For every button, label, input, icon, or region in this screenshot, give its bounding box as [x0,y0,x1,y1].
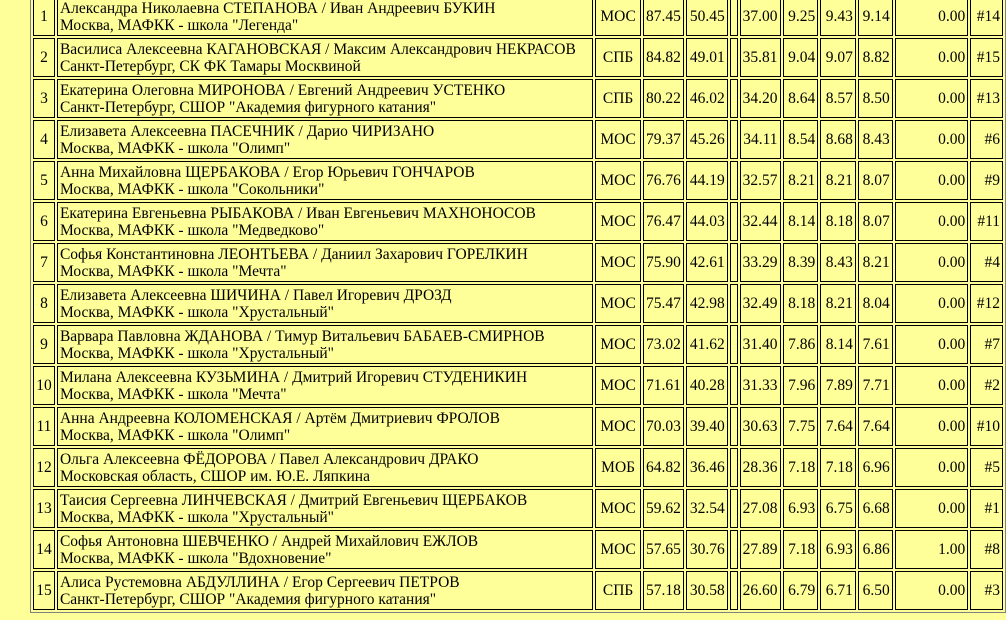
nation-cell: СПБ [595,571,641,610]
table-row [33,448,1003,487]
component-1-cell: 8.14 [783,202,819,241]
deductions-cell: 0.00 [895,202,969,241]
component-2-cell: 8.21 [820,284,856,323]
component-3-cell: 6.50 [858,571,893,610]
skaters-cell [57,284,593,323]
total-segment-score-cell: 73.02 [643,325,684,364]
place-cell: 9 [33,325,55,364]
technical-score-cell: 30.76 [686,530,728,569]
spacer-cell [730,489,738,528]
technical-score-cell: 30.58 [686,571,728,610]
place-cell: 1 [33,0,55,36]
nation-cell: МОС [595,530,641,569]
nation-cell: МОС [595,202,641,241]
club-name: Москва, МАФКК - школа "Медведково" [59,221,325,239]
technical-score-cell: 44.03 [686,202,728,241]
team-names: Милана Алексеевна КУЗЬМИНА / Дмитрий Игоревич СТУДЕНИКИН [59,368,528,386]
start-number-cell: #12 [970,284,1003,323]
place-cell: 10 [33,366,55,405]
start-number-cell: #11 [970,202,1003,241]
total-segment-score-cell: 75.90 [643,243,684,282]
program-components-cell: 31.33 [740,366,781,405]
results-body [33,0,1003,610]
deductions-cell: 0.00 [895,284,969,323]
total-segment-score-cell: 79.37 [643,120,684,159]
deductions-cell: 0.00 [895,571,969,610]
skaters-cell [57,79,593,118]
team-names: Таисия Сергеевна ЛИНЧЕВСКАЯ / Дмитрий Евгеньевич ЩЕРБАКОВ [59,491,528,509]
nation-cell: МОС [595,0,641,36]
component-2-cell: 8.18 [820,202,856,241]
club-name: Москва, МАФКК - школа "Хрустальный" [59,508,334,526]
component-1-cell: 7.18 [783,530,819,569]
skaters-cell [57,530,593,569]
place-cell: 13 [33,489,55,528]
technical-score-cell: 36.46 [686,448,728,487]
deductions-cell: 0.00 [895,38,969,77]
technical-score-cell: 42.98 [686,284,728,323]
component-1-cell: 7.75 [783,407,819,446]
start-number-cell: #15 [970,38,1003,77]
skaters-cell [57,366,593,405]
spacer-cell [730,448,738,487]
total-segment-score-cell: 76.76 [643,161,684,200]
nation-cell: МОС [595,243,641,282]
total-segment-score-cell: 64.82 [643,448,684,487]
component-2-cell: 8.43 [820,243,856,282]
program-components-cell: 37.00 [740,0,781,36]
total-segment-score-cell: 57.18 [643,571,684,610]
place-cell: 4 [33,120,55,159]
spacer-cell [730,571,738,610]
technical-score-cell: 39.40 [686,407,728,446]
component-1-cell: 6.93 [783,489,819,528]
table-row [33,530,1003,569]
club-name: Московская область, СШОР им. Ю.Е. Ляпкина [59,467,370,485]
place-cell: 15 [33,571,55,610]
component-3-cell: 8.43 [858,120,893,159]
deductions-cell: 0.00 [895,448,969,487]
team-names: Софья Антоновна ШЕВЧЕНКО / Андрей Михайлович ЕЖЛОВ [59,532,479,550]
component-2-cell: 7.18 [820,448,856,487]
place-cell: 7 [33,243,55,282]
component-1-cell: 8.64 [783,79,819,118]
table-row [33,120,1003,159]
total-segment-score-cell: 87.45 [643,0,684,36]
total-segment-score-cell: 59.62 [643,489,684,528]
component-2-cell: 7.64 [820,407,856,446]
total-segment-score-cell: 75.47 [643,284,684,323]
place-cell: 11 [33,407,55,446]
table-row [33,79,1003,118]
component-1-cell: 8.21 [783,161,819,200]
spacer-cell [730,325,738,364]
component-1-cell: 9.04 [783,38,819,77]
start-number-cell: #10 [970,407,1003,446]
component-3-cell: 8.07 [858,202,893,241]
nation-cell: МОС [595,407,641,446]
program-components-cell: 27.08 [740,489,781,528]
team-names: Елизавета Алексеевна ПАСЕЧНИК / Дарио ЧИРИЗАНО [59,122,435,140]
deductions-cell: 0.00 [895,489,969,528]
table-row [33,366,1003,405]
club-name: Москва, МАФКК - школа "Вдохновение" [59,549,332,567]
nation-cell: МОС [595,284,641,323]
skaters-cell [57,448,593,487]
component-2-cell: 6.93 [820,530,856,569]
team-names: Анна Михайловна ЩЕРБАКОВА / Егор Юрьевич ГОНЧАРОВ [59,163,475,181]
component-3-cell: 8.04 [858,284,893,323]
skaters-cell [57,202,593,241]
component-1-cell: 7.96 [783,366,819,405]
table-row [33,38,1003,77]
technical-score-cell: 44.19 [686,161,728,200]
technical-score-cell: 42.61 [686,243,728,282]
total-segment-score-cell: 84.82 [643,38,684,77]
component-2-cell: 8.14 [820,325,856,364]
skaters-cell [57,571,593,610]
total-segment-score-cell: 76.47 [643,202,684,241]
skaters-cell [57,0,593,36]
program-components-cell: 32.44 [740,202,781,241]
club-name: Санкт-Петербург, СШОР "Академия фигурного катания" [59,590,437,608]
nation-cell: СПБ [595,38,641,77]
component-1-cell: 8.39 [783,243,819,282]
component-2-cell: 6.75 [820,489,856,528]
component-3-cell: 8.07 [858,161,893,200]
club-name: Москва, МАФКК - школа "Олимп" [59,426,291,444]
technical-score-cell: 49.01 [686,38,728,77]
nation-cell: СПБ [595,79,641,118]
deductions-cell: 0.00 [895,325,969,364]
team-names: Александра Николаевна СТЕПАНОВА / Иван Андреевич БУКИН [59,0,496,17]
technical-score-cell: 45.26 [686,120,728,159]
component-1-cell: 7.86 [783,325,819,364]
component-3-cell: 6.86 [858,530,893,569]
club-name: Москва, МАФКК - школа "Хрустальный" [59,303,334,321]
component-3-cell: 7.64 [858,407,893,446]
start-number-cell: #7 [970,325,1003,364]
nation-cell: МОС [595,161,641,200]
skaters-cell [57,120,593,159]
place-cell: 12 [33,448,55,487]
table-row [33,202,1003,241]
skaters-cell [57,38,593,77]
deductions-cell: 0.00 [895,120,969,159]
program-components-cell: 30.63 [740,407,781,446]
place-cell: 2 [33,38,55,77]
program-components-cell: 35.81 [740,38,781,77]
spacer-cell [730,120,738,159]
program-components-cell: 34.11 [740,120,781,159]
start-number-cell: #5 [970,448,1003,487]
start-number-cell: #6 [970,120,1003,159]
component-1-cell: 9.25 [783,0,819,36]
club-name: Москва, МАФКК - школа "Олимп" [59,139,291,157]
place-cell: 6 [33,202,55,241]
total-segment-score-cell: 71.61 [643,366,684,405]
team-names: Екатерина Евгеньевна РЫБАКОВА / Иван Евгеньевич МАХНОНОСОВ [59,204,536,222]
total-segment-score-cell: 80.22 [643,79,684,118]
team-names: Софья Константиновна ЛЕОНТЬЕВА / Даниил Захарович ГОРЕЛКИН [59,245,528,263]
spacer-cell [730,38,738,77]
component-3-cell: 7.61 [858,325,893,364]
spacer-cell [730,161,738,200]
club-name: Москва, МАФКК - школа "Мечта" [59,262,287,280]
club-name: Санкт-Петербург, СК ФК Тамары Москвиной [59,57,361,75]
component-3-cell: 6.96 [858,448,893,487]
technical-score-cell: 32.54 [686,489,728,528]
start-number-cell: #3 [970,571,1003,610]
spacer-cell [730,243,738,282]
start-number-cell: #8 [970,530,1003,569]
team-names: Елизавета Алексеевна ШИЧИНА / Павел Игоревич ДРОЗД [59,286,452,304]
technical-score-cell: 50.45 [686,0,728,36]
program-components-cell: 27.89 [740,530,781,569]
club-name: Москва, МАФКК - школа "Сокольники" [59,180,325,198]
team-names: Василиса Алексеевна КАГАНОВСКАЯ / Максим Александрович НЕКРАСОВ [59,40,576,58]
start-number-cell: #1 [970,489,1003,528]
technical-score-cell: 41.62 [686,325,728,364]
table-row [33,407,1003,446]
skaters-cell [57,325,593,364]
spacer-cell [730,0,738,36]
skaters-cell [57,161,593,200]
place-cell: 5 [33,161,55,200]
component-3-cell: 6.68 [858,489,893,528]
table-row [33,161,1003,200]
start-number-cell: #13 [970,79,1003,118]
program-components-cell: 28.36 [740,448,781,487]
deductions-cell: 0.00 [895,161,969,200]
component-3-cell: 8.50 [858,79,893,118]
table-row [33,571,1003,610]
start-number-cell: #2 [970,366,1003,405]
table-row [33,325,1003,364]
deductions-cell: 0.00 [895,407,969,446]
club-name: Москва, МАФКК - школа "Хрустальный" [59,344,334,362]
deductions-cell: 0.00 [895,366,969,405]
table-row [33,284,1003,323]
component-1-cell: 8.54 [783,120,819,159]
deductions-cell: 0.00 [895,243,969,282]
place-cell: 14 [33,530,55,569]
skaters-cell [57,407,593,446]
deductions-cell: 1.00 [895,530,969,569]
component-2-cell: 8.68 [820,120,856,159]
nation-cell: МОС [595,366,641,405]
component-3-cell: 8.21 [858,243,893,282]
total-segment-score-cell: 70.03 [643,407,684,446]
deductions-cell: 0.00 [895,79,969,118]
nation-cell: МОС [595,489,641,528]
component-2-cell: 8.21 [820,161,856,200]
nation-cell: МОБ [595,448,641,487]
place-cell: 8 [33,284,55,323]
skaters-cell [57,243,593,282]
start-number-cell: #4 [970,243,1003,282]
component-2-cell: 9.43 [820,0,856,36]
program-components-cell: 31.40 [740,325,781,364]
spacer-cell [730,366,738,405]
deductions-cell: 0.00 [895,0,969,36]
program-components-cell: 26.60 [740,571,781,610]
component-3-cell: 7.71 [858,366,893,405]
spacer-cell [730,79,738,118]
component-2-cell: 9.07 [820,38,856,77]
component-2-cell: 7.89 [820,366,856,405]
program-components-cell: 32.49 [740,284,781,323]
program-components-cell: 34.20 [740,79,781,118]
program-components-cell: 33.29 [740,243,781,282]
nation-cell: МОС [595,120,641,159]
component-1-cell: 8.18 [783,284,819,323]
nation-cell: МОС [595,325,641,364]
team-names: Екатерина Олеговна МИРОНОВА / Евгений Андреевич УСТЕНКО [59,81,506,99]
spacer-cell [730,284,738,323]
skaters-cell [57,489,593,528]
team-names: Алиса Рустемовна АБДУЛЛИНА / Егор Сергеевич ПЕТРОВ [59,573,460,591]
start-number-cell: #14 [970,0,1003,36]
team-names: Варвара Павловна ЖДАНОВА / Тимур Витальевич БАБАЕВ-СМИРНОВ [59,327,545,345]
component-2-cell: 6.71 [820,571,856,610]
spacer-cell [730,202,738,241]
club-name: Москва, МАФКК - школа "Мечта" [59,385,287,403]
program-components-cell: 32.57 [740,161,781,200]
team-names: Ольга Алексеевна ФЁДОРОВА / Павел Александрович ДРАКО [59,450,479,468]
spacer-cell [730,530,738,569]
total-segment-score-cell: 57.65 [643,530,684,569]
table-row [33,243,1003,282]
technical-score-cell: 40.28 [686,366,728,405]
component-1-cell: 6.79 [783,571,819,610]
spacer-cell [730,407,738,446]
club-name: Москва, МАФКК - школа "Легенда" [59,16,299,34]
technical-score-cell: 46.02 [686,79,728,118]
results-table [30,0,1006,613]
place-cell: 3 [33,79,55,118]
component-2-cell: 8.57 [820,79,856,118]
component-3-cell: 9.14 [858,0,893,36]
table-row [33,489,1003,528]
start-number-cell: #9 [970,161,1003,200]
table-row [33,0,1003,36]
component-3-cell: 8.82 [858,38,893,77]
team-names: Анна Андреевна КОЛОМЕНСКАЯ / Артём Дмитриевич ФРОЛОВ [59,409,500,427]
club-name: Санкт-Петербург, СШОР "Академия фигурного катания" [59,98,437,116]
component-1-cell: 7.18 [783,448,819,487]
